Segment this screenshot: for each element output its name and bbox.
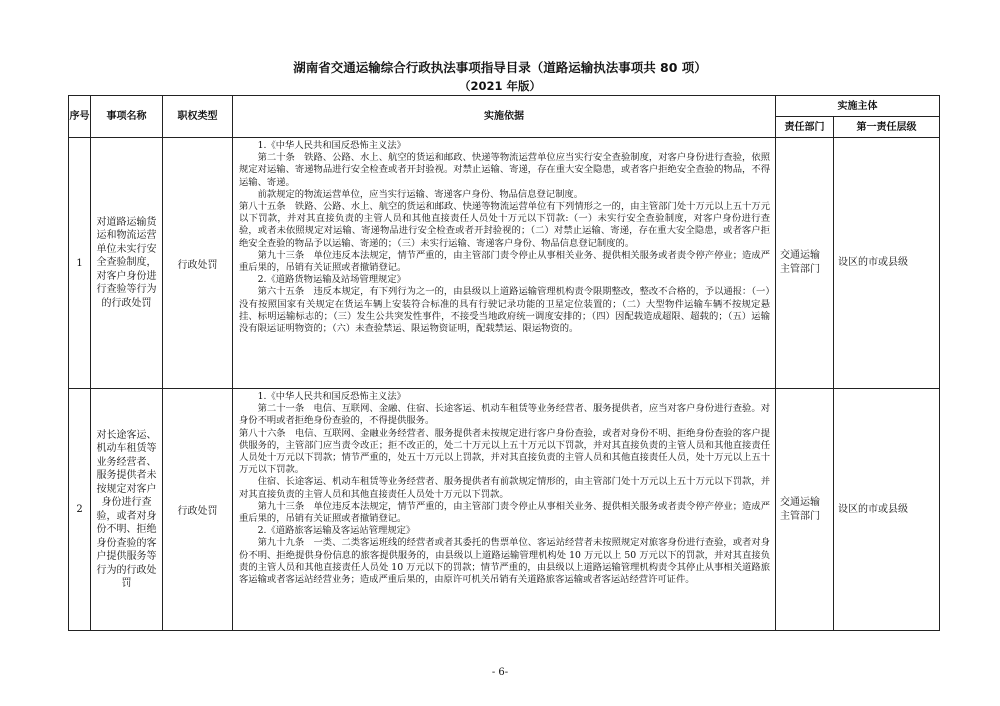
row-level: 设区的市或县级 <box>834 138 940 389</box>
header-dept: 责任部门 <box>776 117 834 138</box>
basis-line: 1.《中华人民共和国反恐怖主义法》 <box>257 391 406 402</box>
table-row <box>69 138 940 389</box>
basis-line: 2.《道路货物运输及站场管理规定》 <box>257 274 406 286</box>
row-type: 行政处罚 <box>163 389 233 631</box>
header-name: 事项名称 <box>91 96 163 138</box>
basis-line: 第八十六条 电信、互联网、金融业务经营者、服务提供者未按规定进行客户身份查验，或者对身份不明、拒绝身份查验的客户提供服务的，主管部门应当责令改正；拒不改正的，处二十万元以上五十万元以下罚款，并对其直接负责的主管人员和其他直接责任人员处十万元以下罚款；情节严重的，处五十万元以上罚款，并对其直接负责的主管人员和其他直接责任人员，处十万元以上五十万元以下罚款。 <box>239 427 770 476</box>
basis-line: 第二十条 铁路、公路、水上、航空的货运和邮政、快递等物流运营单位应当实行安全查验制度，对客户身份进行查验，依照规定对运输、寄递物品进行安全检查或者开封验视。对禁止运输、寄递，存在重大安全隐患，或者客户拒绝安全查验的物品，不得运输、寄递。 <box>239 152 770 188</box>
header-basis: 实施依据 <box>233 96 776 138</box>
basis-line: 1.《中华人民共和国反恐怖主义法》 <box>257 140 406 151</box>
basis-line: 第九十三条 单位违反本法规定，情节严重的，由主管部门责令停止从事相关业务、提供相关服务或者责令停产停业；造成严重后果的，吊销有关证照或者撤销登记。 <box>239 249 770 274</box>
basis-line: 住宿、长途客运、机动车租赁等业务经营者、服务提供者有前款规定情形的，由主管部门处十万元以上五十万元以下罚款，并对其直接负责的主管人员和其他直接责任人员处十万元以下罚款。 <box>239 476 770 500</box>
row-seq: 1 <box>69 138 91 389</box>
page-subtitle: （2021 年版） <box>458 79 541 93</box>
row-item-name: 对长途客运、机动车租赁等业务经营者、服务提供者未按规定对客户身份进行查验，或者对身份不明、拒绝身份查验的客户提供服务等行为的行政处罚 <box>91 389 163 631</box>
header-level: 第一责任层级 <box>834 117 940 138</box>
basis-line: 前款规定的物流运营单位，应当实行运输、寄递客户身份、物品信息登记制度。 <box>257 188 583 200</box>
row-seq: 2 <box>69 389 91 631</box>
row-type: 行政处罚 <box>163 138 233 389</box>
row-dept: 交通运输主管部门 <box>776 138 834 389</box>
page-number: - 6- <box>491 667 509 678</box>
basis-line: 第九十九条 一类、二类客运班线的经营者或者其委托的售票单位、客运站经营者未按照规定对旅客身份进行查验，或者对身份不明、拒绝提供身份信息的旅客提供服务的，由县级以上道路运输管理机构处 10 万元以上 50 万元以下的罚款，并对其直接负责的主管人员和其他直接责任人员处 10 万元以下的罚款；情节严重的，由县级以上道路运输管理机构责令其停止从事相关道路旅客运输或者客运站经营业务；造成严重后果的，由原许可机关吊销有关道路旅客运输或者客运站经营许可证件。 <box>239 537 770 586</box>
row-basis <box>233 138 776 389</box>
header-subject: 实施主体 <box>776 96 940 117</box>
basis-line: 第八十五条 铁路、公路、水上、航空的货运和邮政、快递等物流运营单位有下列情形之一的，由主管部门处十万元以上五十万元以下罚款，并对其直接负责的主管人员和其他直接责任人员处十万元以下罚款:（一）未实行安全查验制度，对客户身份进行查验，或者未依照规定对运输、寄递物品进行安全检查或者开封验视的；（二）对禁止运输、寄递，存在重大安全隐患，或者客户拒绝安全查验的物品予以运输、寄递的；（三）未实行运输、寄递客户身份、物品信息登记制度的。 <box>239 201 770 249</box>
enforcement-table <box>68 95 940 631</box>
row-level: 设区的市或县级 <box>834 389 940 631</box>
basis-line: 2.《道路旅客运输及客运站管理规定》 <box>257 525 416 537</box>
table-row <box>69 389 940 631</box>
basis-line: 第九十三条 单位违反本法规定，情节严重的，由主管部门责令停止从事相关业务、提供相关服务或者责令停产停业；造成严重后果的，吊销有关证照或者撤销登记。 <box>239 500 770 525</box>
page-title: 湖南省交通运输综合行政执法事项指导目录（道路运输执法事项共 80 项） <box>293 60 707 75</box>
row-item-name: 对道路运输货运和物流运营单位未实行安全查验制度，对客户身份进行查验等行为的行政处罚 <box>91 138 163 389</box>
row-dept: 交通运输主管部门 <box>776 389 834 631</box>
basis-line: 第二十一条 电信、互联网、金融、住宿、长途客运、机动车租赁等业务经营者、服务提供者，应当对客户身份进行查验。对身份不明或者拒绝身份查验的，不得提供服务。 <box>239 403 770 427</box>
header-seq: 序号 <box>69 96 91 138</box>
header-type: 职权类型 <box>163 96 233 138</box>
row-basis <box>233 389 776 631</box>
basis-line: 第六十五条 违反本规定，有下列行为之一的，由县级以上道路运输管理机构责令限期整改，整改不合格的，予以通报：（一）没有按照国家有关规定在货运车辆上安装符合标准的具有行驶记录功能的卫星定位装置的；（二）大型物件运输车辆不按规定悬挂、标明运输标志的；（三）发生公共突发性事件，不接受当地政府统一调度安排的；（四）因配载造成超限、超载的；（五）运输没有限运证明物资的；（六）未查验禁运、限运物资证明，配载禁运、限运物资的。 <box>239 286 770 335</box>
